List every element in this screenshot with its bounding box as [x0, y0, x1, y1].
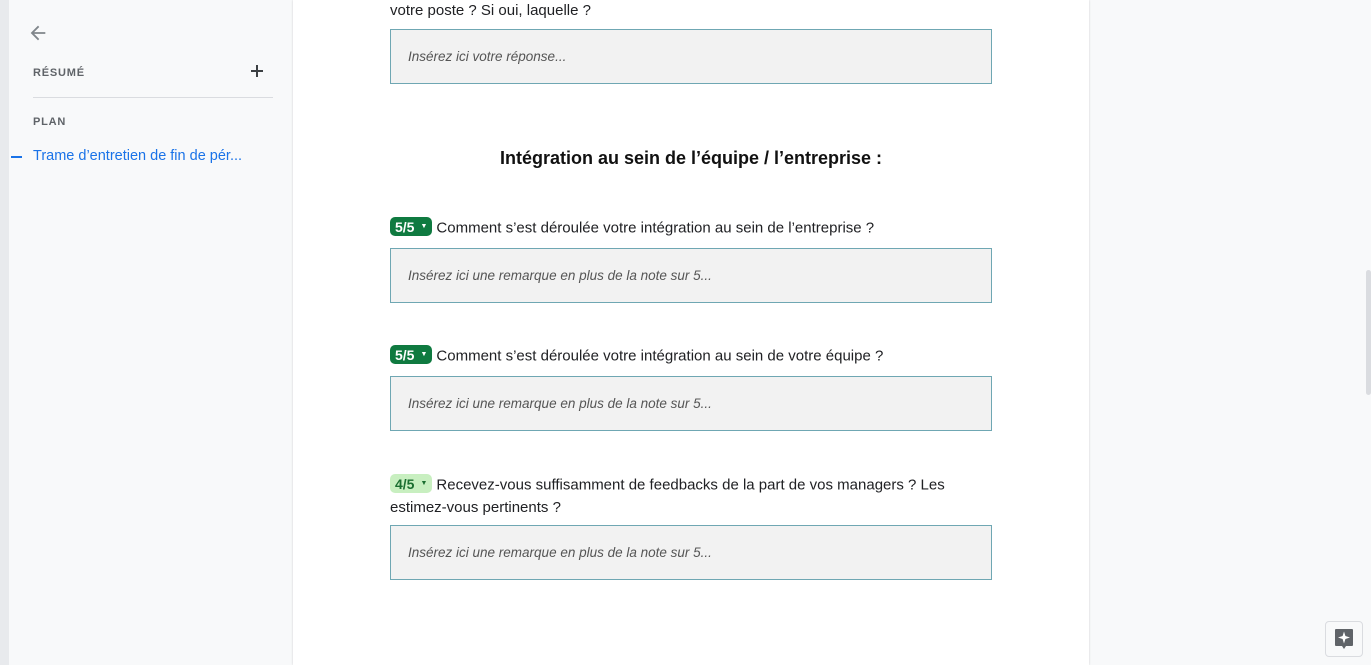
back-button[interactable] — [27, 22, 49, 44]
chevron-down-icon: ▼ — [420, 350, 428, 358]
active-indicator — [11, 156, 22, 158]
arrow-left-icon — [27, 22, 49, 44]
chevron-down-icon: ▼ — [420, 222, 428, 230]
previous-answer-field[interactable] — [390, 29, 992, 84]
question-2: 5/5 ▼ Comment s’est déroulée votre intégration au sein de votre équipe ? — [390, 345, 990, 368]
document-page — [293, 0, 1089, 665]
vertical-scrollbar[interactable] — [1366, 270, 1371, 395]
question-1: 5/5 ▼ Comment s’est déroulée votre intégration au sein de l’entreprise ? — [390, 217, 990, 240]
remark-field-2[interactable] — [390, 376, 992, 431]
question-3: 4/5 ▼ Recevez-vous suffisamment de feedbacks de la part de vos managers ? Les estimez-vous pertinents ? — [390, 474, 990, 519]
remark-placeholder: Insérez ici une remarque en plus de la note sur 5... — [408, 545, 712, 560]
section-heading: Intégration au sein de l’équipe / l’entreprise : — [499, 148, 883, 168]
plus-icon — [249, 63, 265, 79]
chevron-down-icon: ▼ — [420, 479, 428, 487]
outline-sidebar — [9, 0, 293, 665]
remark-placeholder: Insérez ici une remarque en plus de la note sur 5... — [408, 396, 712, 411]
remark-field-3[interactable] — [390, 525, 992, 580]
left-edge — [0, 0, 9, 665]
outline-item-label: Trame d’entretien de fin de pér... — [33, 148, 243, 164]
rating-dropdown[interactable]: 5/5 ▼ — [390, 217, 432, 236]
outline-item-heading[interactable] — [9, 147, 279, 167]
add-summary-button[interactable] — [249, 63, 265, 79]
rating-dropdown[interactable]: 4/5 ▼ — [390, 474, 432, 493]
previous-question-text: votre poste ? Si oui, laquelle ? — [390, 2, 591, 19]
remark-field-1[interactable] — [390, 248, 992, 303]
assist-button[interactable] — [1325, 621, 1363, 657]
outline-label: PLAN — [33, 116, 67, 128]
rating-dropdown[interactable]: 5/5 ▼ — [390, 345, 432, 364]
answer-placeholder: Insérez ici votre réponse... — [408, 49, 567, 64]
summary-label: RÉSUMÉ — [33, 67, 85, 79]
sparkle-icon — [1334, 628, 1354, 650]
sidebar-divider — [33, 97, 273, 98]
remark-placeholder: Insérez ici une remarque en plus de la note sur 5... — [408, 268, 712, 283]
